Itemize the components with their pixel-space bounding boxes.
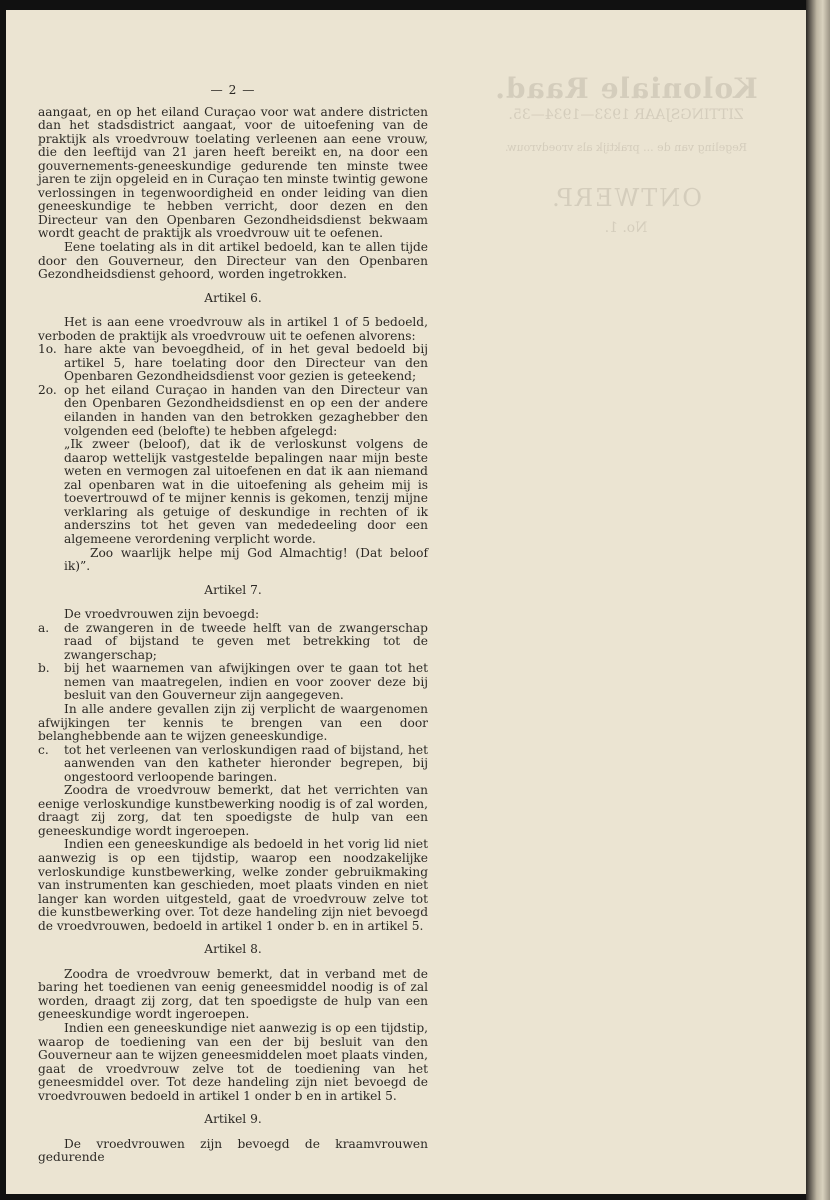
oath-closing: Zoo waarlijk helpe mij God Almachtig! (Dat beloof ik)”. bbox=[64, 545, 428, 574]
item-text: op het eiland Curaçao in handen van den Directeur van den Openbaren Gezondheidsdienst en op een der andere eilanden in handen van den betrokken gezaghebber den volgenden eed (belofte) te hebben afgelegd: bbox=[64, 382, 428, 438]
document-text-column bbox=[38, 84, 428, 1165]
oath-block bbox=[38, 438, 428, 573]
article-8-heading: Artikel 8. bbox=[204, 942, 262, 957]
document-page bbox=[6, 10, 806, 1194]
item-text: bij het waarnemen van afwijkingen over te gaan tot het nemen van maatregelen, indien en voor zoover deze bij besluit van den Gouverneur zijn aangegeven. bbox=[64, 661, 428, 703]
item-label: 1o. bbox=[38, 342, 57, 357]
article-6-item-1 bbox=[38, 343, 428, 384]
item-label: a. bbox=[38, 620, 50, 635]
bleed-line-3: Regeling van de ... praktijk als vroedvrouw. bbox=[504, 141, 748, 154]
article-6-lead: Het is aan eene vroedvrouw als in artikel 1 of 5 bedoeld, verboden de praktijk als vroedvrouw uit te oefenen alvorens: bbox=[38, 315, 428, 343]
bleed-line-4: ONTWERP. bbox=[550, 184, 702, 212]
bleed-through-text bbox=[476, 72, 776, 236]
article-7-lead: De vroedvrouwen zijn bevoegd: bbox=[64, 607, 260, 622]
item-label: b. bbox=[38, 661, 50, 676]
item-label: 2o. bbox=[38, 382, 57, 397]
article-7-heading: Artikel 7. bbox=[204, 582, 262, 597]
article-6-item-2 bbox=[38, 384, 428, 438]
item-label: c. bbox=[38, 742, 49, 757]
article-9-paragraph-1: De vroedvrouwen zijn bevoegd de kraamvrouwen gedurende bbox=[38, 1136, 428, 1165]
article-9-heading: Artikel 9. bbox=[204, 1112, 262, 1127]
item-text: tot het verleenen van verloskundigen raad of bijstand, het aanwenden van den katheter hieronder begrepen, bij ongestoord verloopende baringen. bbox=[64, 742, 428, 784]
book-spine-edge bbox=[806, 0, 830, 1200]
bleed-line-2: ZITTINGSJAAR 1933—1934—35. bbox=[508, 107, 744, 123]
bleed-line-5: No. 1. bbox=[604, 220, 648, 236]
bleed-line-1: Koloniale Raad. bbox=[494, 72, 758, 105]
article-7-item-b bbox=[38, 662, 428, 703]
article-8-paragraph-2: Indien een geneeskundige niet aanwezig is op een tijdstip, waarop de toediening van een der bij besluit van den Gouverneur aan te wijzen geneesmiddelen moet plaats vinden, gaat de vroedvrouw zelve tot de toediening van het geneesmiddel over. Tot deze handeling zijn niet bevoegd de vroedvrouwen bedoeld in artikel 1 onder b en in artikel 5. bbox=[38, 1021, 428, 1103]
article-7-mid-paragraph: In alle andere gevallen zijn zij verplicht de waargenomen afwijkingen ter kennis te brengen van een door belanghebbende aan te wijzen geneeskundige. bbox=[38, 701, 428, 744]
article-7-paragraph-2: Indien een geneeskundige als bedoeld in het vorig lid niet aanwezig is op een tijdstip, waarop een noodzakelijke verloskundige kunstbewerking, welke zonder gebruikmaking van instrumenten kan geschieden, moet plaats vinden en niet langer kan worden uitgesteld, gaat de vroedvrouw zelve tot die kunstbewerking over. Tot deze handeling zijn niet bevoegd de vroedvrouwen, bedoeld in artikel 1 onder b. en in artikel 5. bbox=[38, 837, 428, 933]
article-8-paragraph-1: Zoodra de vroedvrouw bemerkt, dat in verband met de baring het toedienen van eenig geneesmiddel noodig is of zal worden, draagt zij zorg, dat ten spoedigste de hulp van een geneeskundige wordt ingeroepen. bbox=[38, 966, 428, 1022]
article-7-item-c bbox=[38, 744, 428, 785]
oath-text: „Ik zweer (beloof), dat ik de verloskunst volgens de daarop wettelijk vastgestelde bepalingen naar mijn beste weten en vermogen zal uitoefenen en dat ik aan niemand zal openbaren wat in die uitoefening als geheim mij is toevertrouwd of te mijner kennis is gekomen, tenzij mijne verklaring als getuige of deskundige in rechten of ik anderszins tot het geven van mededeeling door een algemeene verordening verplicht worde. bbox=[64, 437, 428, 546]
article-7-item-a bbox=[38, 622, 428, 663]
item-text: hare akte van bevoegdheid, of in het geval bedoeld bij artikel 5, hare toelating door den Directeur van den Openbaren Gezondheidsdienst voor gezien is geteekend; bbox=[64, 342, 428, 384]
article-7-paragraph-1: Zoodra de vroedvrouw bemerkt, dat het verrichten van eenige verloskundige kunstbewerking noodig is of zal worden, draagt zij zorg, dat ten spoedigste de hulp van een geneeskundige wordt ingeroepen. bbox=[38, 783, 428, 838]
article-6-heading: Artikel 6. bbox=[204, 290, 262, 305]
page-number: — 2 — bbox=[210, 83, 256, 97]
intro-paragraph-2: Eene toelating als in dit artikel bedoeld, kan te allen tijde door den Gouverneur, den Directeur van den Openbaren Gezondheidsdienst gehoord, worden ingetrokken. bbox=[38, 240, 428, 282]
intro-paragraph-1: aangaat, en op het eiland Curaçao voor wat andere districten dan het stadsdistrict aangaat, voor de uitoefening van de praktijk als vroedvrouw toelating verleenen aan eene vrouw, die den leeftijd van 21 jaren heeft bereikt en, na door een gouvernements-geneeskundige gedurende ten minste twee jaren te zijn opgeleid en in Curaçao ten minste twintig gewone verlossingen in tegenwoordigheid en onder leiding van dien geneeskundige te hebben verricht, door dezen en den Directeur van den Openbaren Gezondheidsdienst bekwaam wordt geacht de praktijk als vroedvrouw uit te oefenen. bbox=[38, 104, 428, 241]
item-text: de zwangeren in de tweede helft van de zwangerschap raad of bijstand te geven met betrekking tot de zwangerschap; bbox=[64, 620, 428, 662]
